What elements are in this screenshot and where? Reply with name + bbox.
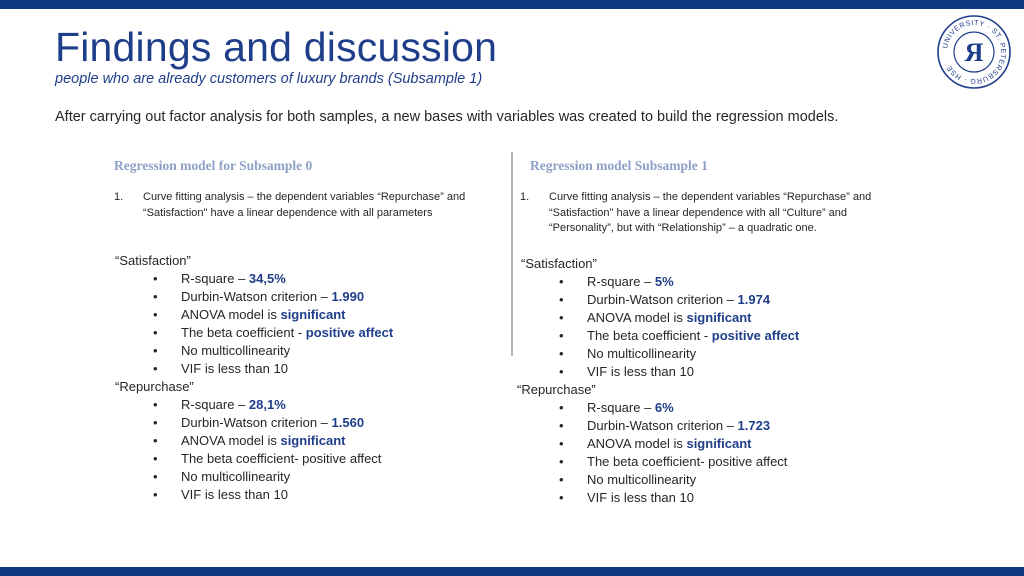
item-label: ANOVA model is <box>587 436 687 451</box>
left-fit-line-1: Curve fitting analysis – the dependent variables “Repurchase” and <box>143 191 466 203</box>
right-group-name: “Satisfaction” <box>521 256 597 271</box>
bullet-icon: • <box>559 364 564 379</box>
slide-title: Findings and discussion <box>55 24 498 70</box>
bullet-icon: • <box>153 487 158 502</box>
item-label: Durbin-Watson criterion – <box>181 289 332 304</box>
list-item <box>115 270 393 288</box>
right-fit-line-2: “Satisfaction" have a linear dependence with all “Culture” and <box>549 206 848 219</box>
item-value: positive affect <box>305 325 394 340</box>
item-label: VIF is less than 10 <box>181 361 288 376</box>
list-item <box>521 273 799 291</box>
bullet-icon: • <box>153 307 158 322</box>
item-label: R-square – <box>587 274 655 289</box>
item-value: significant <box>280 433 346 448</box>
bullet-icon: • <box>559 454 564 469</box>
item-label: VIF is less than 10 <box>181 487 288 502</box>
item-label: Durbin-Watson criterion – <box>587 292 738 307</box>
bullet-icon: • <box>559 400 564 415</box>
bullet-icon: • <box>559 436 564 451</box>
item-label: ANOVA model is <box>181 433 281 448</box>
right-group-list <box>521 399 799 507</box>
right-model-results <box>517 255 800 507</box>
bullet-icon: • <box>153 469 158 484</box>
list-item <box>115 360 393 378</box>
bullet-icon: • <box>559 292 564 307</box>
list-item <box>115 306 393 324</box>
list-item <box>521 417 799 435</box>
list-item <box>115 324 393 342</box>
item-label: No multicollinearity <box>587 472 697 487</box>
item-label: ANOVA model is <box>587 310 687 325</box>
bullet-icon: • <box>559 490 564 505</box>
bullet-icon: • <box>153 451 158 466</box>
bullet-icon: • <box>153 397 158 412</box>
item-label: Durbin-Watson criterion – <box>181 415 332 430</box>
item-label: ANOVA model is <box>181 307 281 322</box>
left-group-name: “Satisfaction” <box>115 253 191 268</box>
list-item <box>115 432 393 450</box>
intro-paragraph: After carrying out factor analysis for both samples, a new bases with variables was created to build the regression models. <box>55 109 839 125</box>
list-item <box>115 468 393 486</box>
right-fit-line-1: Curve fitting analysis – the dependent variables “Repurchase” and <box>549 191 872 203</box>
list-item <box>115 414 393 432</box>
item-label: Durbin-Watson criterion – <box>587 418 738 433</box>
item-value: significant <box>686 436 752 451</box>
list-item <box>115 396 393 414</box>
list-item <box>521 399 799 417</box>
right-fit-number: 1. <box>520 191 530 203</box>
list-item <box>521 309 799 327</box>
item-label: R-square – <box>181 271 249 286</box>
list-item <box>521 345 799 363</box>
list-item <box>521 453 799 471</box>
item-value: positive affect <box>711 328 800 343</box>
item-label: VIF is less than 10 <box>587 490 694 505</box>
item-label: No multicollinearity <box>181 343 291 358</box>
list-item <box>521 291 799 309</box>
list-item <box>521 489 799 507</box>
item-label: The beta coefficient- positive affect <box>181 451 382 466</box>
item-value: significant <box>686 310 752 325</box>
list-item <box>521 327 799 345</box>
bullet-icon: • <box>153 415 158 430</box>
list-item <box>115 450 393 468</box>
bullet-icon: • <box>559 472 564 487</box>
left-group-name: “Repurchase” <box>115 379 194 394</box>
item-value: 6% <box>654 400 674 415</box>
list-item <box>521 435 799 453</box>
item-label: The beta coefficient - <box>587 328 712 343</box>
item-value: 1.560 <box>331 415 365 430</box>
bullet-icon: • <box>559 328 564 343</box>
item-value: 28,1% <box>248 397 286 412</box>
top-brand-bar <box>0 0 1024 9</box>
slide-subtitle: people who are already customers of luxury brands (Subsample 1) <box>55 71 483 87</box>
right-fit-line-3: “Personality”, but with “Relationship” – a quadratic one. <box>549 222 817 234</box>
item-value: 34,5% <box>248 271 286 286</box>
list-item <box>115 486 393 504</box>
bullet-icon: • <box>153 271 158 286</box>
logo-letter: Я <box>964 38 984 67</box>
left-group-list <box>115 396 393 504</box>
list-item <box>521 363 799 381</box>
item-value: 1.974 <box>737 292 771 307</box>
bullet-icon: • <box>153 289 158 304</box>
item-value: significant <box>280 307 346 322</box>
bullet-icon: • <box>153 433 158 448</box>
right-column-heading: Regression model Subsample 1 <box>530 158 708 173</box>
left-column-heading: Regression model for Subsample 0 <box>114 158 313 173</box>
list-item <box>115 288 393 306</box>
logo-ring-text: UNIVERSITY · ST. PETERSBURG · HSE <box>940 17 1009 87</box>
list-item <box>115 342 393 360</box>
bullet-icon: • <box>153 361 158 376</box>
item-label: R-square – <box>181 397 249 412</box>
column-divider <box>511 152 513 356</box>
right-group-name: “Repurchase” <box>517 382 596 397</box>
bullet-icon: • <box>559 418 564 433</box>
bullet-icon: • <box>559 274 564 289</box>
bullet-icon: • <box>153 325 158 340</box>
item-label: The beta coefficient- positive affect <box>587 454 788 469</box>
left-fit-number: 1. <box>114 191 124 203</box>
list-item <box>521 471 799 489</box>
bottom-brand-bar <box>0 567 1024 576</box>
item-label: VIF is less than 10 <box>587 364 694 379</box>
bullet-icon: • <box>559 310 564 325</box>
left-model-results <box>115 252 393 504</box>
hse-university-seal-icon <box>936 14 1012 90</box>
item-label: No multicollinearity <box>181 469 291 484</box>
item-value: 1.723 <box>737 418 771 433</box>
bullet-icon: • <box>559 346 564 361</box>
left-group-list <box>115 270 393 378</box>
item-label: The beta coefficient - <box>181 325 306 340</box>
bullet-icon: • <box>153 343 158 358</box>
item-value: 1.990 <box>331 289 365 304</box>
item-value: 5% <box>654 274 674 289</box>
left-fit-line-2: “Satisfaction" have a linear dependence with all parameters <box>143 206 433 219</box>
item-label: No multicollinearity <box>587 346 697 361</box>
right-group-list <box>521 273 799 381</box>
item-label: R-square – <box>587 400 655 415</box>
